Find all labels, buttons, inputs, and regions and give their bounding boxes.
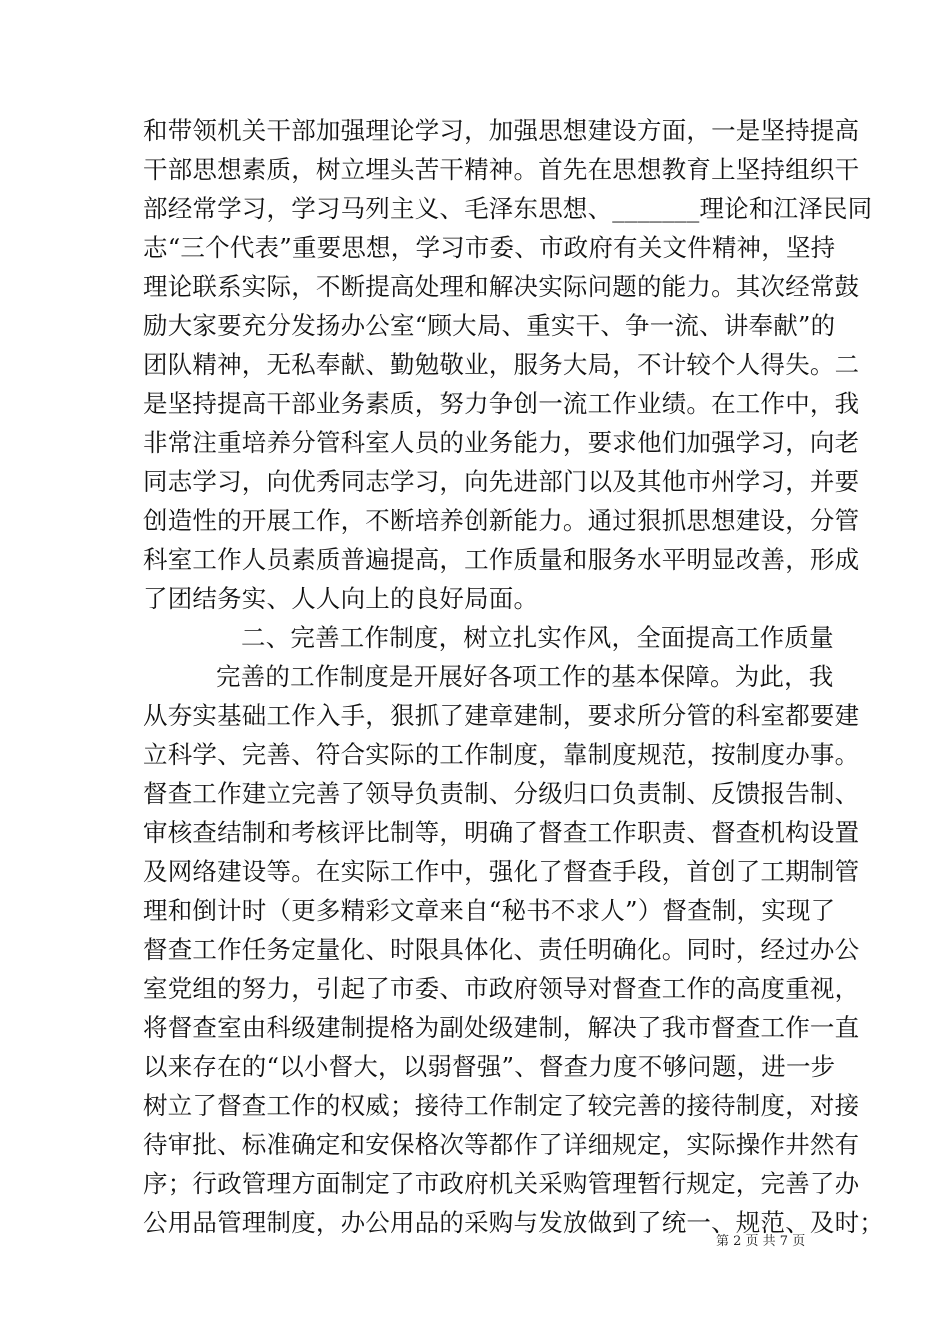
body-text-line: 志“三个代表”重要思想，学习市委、市政府有关文件精神，坚持 [143, 233, 836, 262]
body-text-line: 立科学、完善、符合实际的工作制度，靠制度规范，按制度办事。 [143, 740, 860, 769]
body-text-line: 从夯实基础工作入手，狠抓了建章建制，要求所分管的科室都要建 [143, 701, 860, 730]
body-text-line: 创造性的开展工作，不断培养创新能力。通过狠抓思想建设，分管 [143, 506, 860, 535]
body-text-line: 公用品管理制度，办公用品的采购与发放做到了统一、规范、及时； [143, 1208, 884, 1237]
body-text-line: 室党组的努力，引起了市委、市政府领导对督查工作的高度重视， [143, 974, 860, 1003]
body-text-line: 部经常学习，学习马列主义、毛泽东思想、_______理论和江泽民同 [143, 194, 873, 223]
body-text-line: 序；行政管理方面制定了市政府机关采购管理暂行规定，完善了办 [143, 1169, 860, 1198]
body-text-line: 是坚持提高干部业务素质，努力争创一流工作业绩。在工作中，我 [143, 389, 860, 418]
body-text-line: 及网络建设等。在实际工作中，强化了督查手段，首创了工期制管 [143, 857, 860, 886]
body-text-line: 了团结务实、人人向上的良好局面。 [143, 584, 539, 613]
body-text-line: 将督查室由科级建制提格为副处级建制，解决了我市督查工作一直 [143, 1013, 860, 1042]
body-text-line: 督查工作建立完善了领导负责制、分级归口负责制、反馈报告制、 [143, 779, 860, 808]
body-text-line: 干部思想素质，树立埋头苦干精神。首先在思想教育上坚持组织干 [143, 155, 860, 184]
section-heading: 二、完善工作制度，树立扎实作风，全面提高工作质量 [241, 623, 834, 652]
body-text-line: 和带领机关干部加强理论学习，加强思想建设方面，一是坚持提高 [143, 116, 860, 145]
body-text-line: 科室工作人员素质普遍提高，工作质量和服务水平明显改善，形成 [143, 545, 860, 574]
body-text-line: 团队精神，无私奉献、勤勉敬业，服务大局，不计较个人得失。二 [143, 350, 860, 379]
body-text-line: 督查工作任务定量化、时限具体化、责任明确化。同时，经过办公 [143, 935, 860, 964]
body-text-line: 审核查结制和考核评比制等，明确了督查工作职责、督查机构设置 [143, 818, 860, 847]
body-text-line: 理论联系实际，不断提高处理和解决实际问题的能力。其次经常鼓 [143, 272, 860, 301]
page-number-footer: 第 2 页 共 7 页 [716, 1234, 806, 1249]
body-text-line: 同志学习，向优秀同志学习，向先进部门以及其他市州学习，并要 [143, 467, 860, 496]
body-text-line: 以来存在的“以小督大，以弱督强”、督查力度不够问题，进一步 [143, 1052, 836, 1081]
body-text-line: 树立了督查工作的权威；接待工作制定了较完善的接待制度，对接 [143, 1091, 860, 1120]
paragraph-first-line: 完善的工作制度是开展好各项工作的基本保障。为此，我 [216, 662, 834, 691]
body-text-line: 理和倒计时（更多精彩文章来自“秘书不求人”）督查制，实现了 [143, 896, 836, 925]
body-text-line: 待审批、标准确定和安保格次等都作了详细规定，实际操作井然有 [143, 1130, 860, 1159]
body-text-line: 非常注重培养分管科室人员的业务能力，要求他们加强学习，向老 [143, 428, 860, 457]
body-text-line: 励大家要充分发扬办公室“顾大局、重实干、争一流、讲奉献”的 [143, 311, 836, 340]
